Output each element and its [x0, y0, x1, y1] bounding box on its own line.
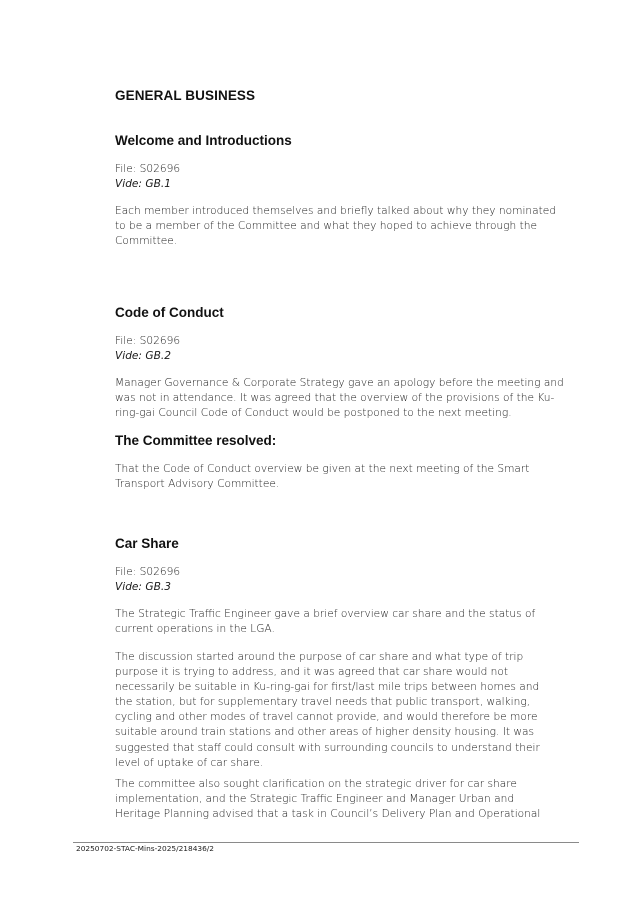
paragraph-line: Manager Governance & Corporate Strategy gave an apology before the meeting and [115, 377, 564, 389]
vide-reference: Vide: GB.3 [115, 581, 171, 594]
paragraph-line: purpose it is trying to address, and it was agreed that car share would not [115, 666, 509, 679]
paragraph-line: level of uptake of car share. [115, 756, 264, 769]
paragraph-line: cycling and other modes of travel cannot provide, and would therefore be more [115, 711, 538, 724]
paragraph-line: the station, but for supplementary travel needs that public transport, walking, [115, 696, 531, 709]
paragraph-car-share-clarification [115, 777, 575, 822]
resolution-line: That the Code of Conduct overview be given at the next meeting of the Smart [115, 463, 530, 475]
vide-reference: Vide: GB.2 [115, 350, 171, 363]
file-number: File: S02696 [115, 163, 181, 175]
resolution-line: Transport Advisory Committee. [115, 478, 280, 491]
paragraph-line: suggested that staff could consult with surrounding councils to understand their [115, 741, 540, 754]
paragraph-line: Each member introduced themselves and briefly talked about why they nominated [115, 205, 556, 217]
paragraph-line: was not in attendance. It was agreed that the overview of the provisions of the Ku- [115, 392, 555, 405]
paragraph-car-share-overview [115, 607, 575, 637]
paragraph-line: ring-gai Council Code of Conduct would be postponed to the next meeting. [115, 407, 512, 420]
paragraph-line: suitable around train stations and other areas of higher density housing. It was [115, 726, 535, 739]
paragraph-line: current operations in the LGA. [115, 623, 275, 636]
paragraph-line: Committee. [115, 235, 178, 248]
resolution-text [115, 462, 575, 492]
paragraph-line: implementation, and the Strategic Traffic Engineer and Manager Urban and [115, 793, 515, 806]
paragraph-line: The committee also sought clarification on the strategic driver for car share [115, 778, 517, 790]
paragraph-line: to be a member of the Committee and what they hoped to achieve through the [115, 220, 537, 233]
file-reference-code-of-conduct [115, 334, 575, 364]
paragraph-line: Heritage Planning advised that a task in Council’s Delivery Plan and Operational [115, 808, 541, 821]
section-title-code-of-conduct: Code of Conduct [115, 305, 224, 320]
resolution-title: The Committee resolved: [115, 433, 277, 448]
section-title-car-share: Car Share [115, 536, 179, 551]
file-number: File: S02696 [115, 335, 181, 347]
vide-reference: Vide: GB.1 [115, 178, 171, 191]
footer-divider [73, 842, 579, 843]
file-number: File: S02696 [115, 566, 181, 578]
paragraph-welcome [115, 204, 575, 249]
general-business-heading: GENERAL BUSINESS [115, 88, 256, 103]
paragraph-line: necessarily be suitable in Ku-ring-gai for first/last mile trips between homes and [115, 681, 540, 694]
section-title-welcome: Welcome and Introductions [115, 133, 292, 148]
file-reference-car-share [115, 565, 575, 595]
paragraph-line: The Strategic Traffic Engineer gave a brief overview car share and the status of [115, 608, 536, 620]
paragraph-line: The discussion started around the purpose of car share and what type of trip [115, 651, 524, 663]
paragraph-car-share-discussion [115, 650, 575, 771]
footer-document-reference: 20250702-STAC-Mins-2025/218436/2 [76, 844, 215, 853]
file-reference-welcome [115, 162, 575, 192]
paragraph-code-of-conduct [115, 376, 575, 421]
